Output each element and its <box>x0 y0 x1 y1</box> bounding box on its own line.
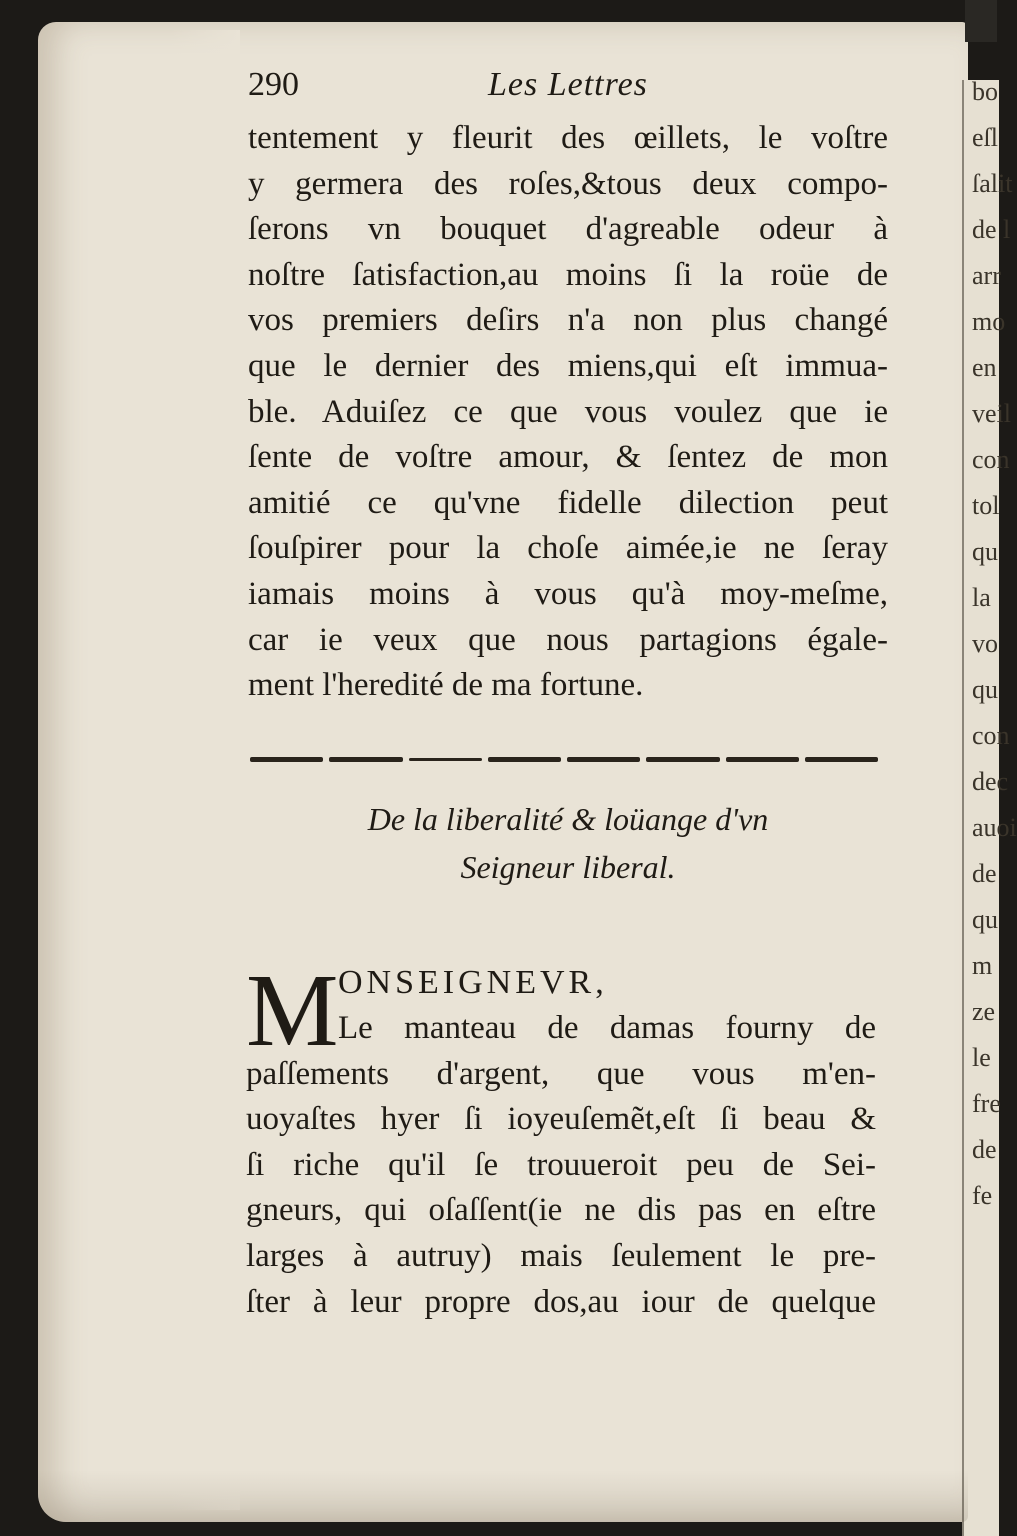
text-line: uoyaſtes hyer ſi ioyeuſemẽt,eſt ſi beau & <box>246 1101 876 1138</box>
facing-page-fragment: bo <box>972 77 998 106</box>
facing-page-fragment: ſalit <box>972 169 1013 198</box>
text-line: ſouſpirer pour la choſe aimée,ie ne ſeray <box>248 530 888 567</box>
text-line: paſſements d'argent, que vous m'en- <box>246 1055 876 1092</box>
facing-page-fragment: tol <box>972 491 1000 520</box>
facing-page-fragment: dec <box>972 767 1009 796</box>
text-line: ſi riche qu'il ſe trouueroit peu de Sei- <box>246 1146 876 1183</box>
page-bottom-shadow <box>38 1470 968 1522</box>
text-line: car ie veux que nous partagions égale- <box>248 621 888 658</box>
facing-page-fragment: qu <box>972 905 998 934</box>
text-line: ſter à leur propre dos,au iour de quelque <box>246 1283 876 1320</box>
paragraph-continued <box>248 116 888 709</box>
facing-page-fragment: qu <box>972 537 998 566</box>
facing-page-fragment: fre <box>972 1089 1001 1118</box>
text-line: ble. Aduiſez ce que vous voulez que ie <box>248 393 888 430</box>
facing-page-fragment: ze <box>972 997 996 1026</box>
section-title-line2: Seigneur liberal. <box>460 849 676 885</box>
text-line: noſtre ſatisfaction,au moins ſi la roüe de <box>248 256 888 293</box>
text-line: y germera des roſes,&tous deux compo- <box>248 165 888 202</box>
section-title <box>248 795 888 891</box>
facing-page-fragment: de l <box>972 215 1011 244</box>
facing-page-fragment: de <box>972 859 997 888</box>
text-line: larges à autruy) mais ſeulement le pre- <box>246 1237 876 1274</box>
running-head <box>248 66 888 116</box>
ornamental-divider <box>250 752 878 766</box>
page-number: 290 <box>248 66 299 103</box>
text-line: Le manteau de damas fourny de <box>338 1010 876 1046</box>
salutation: ONSEIGNEVR, <box>338 964 608 1001</box>
binding-edge <box>965 0 997 42</box>
facing-page-fragment: auoi <box>972 813 1017 842</box>
text-line: ſente de voſtre amour, & ſentez de mon <box>248 439 888 476</box>
facing-page-fragment: fe <box>972 1181 993 1210</box>
text-line: vos premiers deſirs n'a non plus changé <box>248 302 888 339</box>
facing-page-fragment: veil <box>972 399 1011 428</box>
text-line: iamais moins à vous qu'à moy-meſme, <box>248 575 888 612</box>
text-line: gneurs, qui oſaſſent(ie ne dis pas en eſtre <box>246 1192 876 1229</box>
page-gutter-shade <box>170 30 240 1510</box>
facing-page-fragment: vo <box>972 629 998 658</box>
drop-cap: M <box>246 953 337 1068</box>
facing-page-fragment: la <box>972 583 991 612</box>
facing-page-fragment: con <box>972 721 1010 750</box>
facing-page-fragment: le <box>972 1043 991 1072</box>
facing-page-fragment: de <box>972 1135 997 1164</box>
facing-page-fragment: qu <box>972 675 998 704</box>
main-text-block <box>248 66 888 709</box>
text-line: amitié ce qu'vne fidelle dilection peut <box>248 484 888 521</box>
facing-page-fragment: en <box>972 353 997 382</box>
section-title-line1: De la liberalité & loüange d'vn <box>367 801 769 837</box>
facing-page-fragment: m <box>972 951 993 980</box>
facing-page-fragment: eſl <box>972 123 998 152</box>
text-line: que le dernier des miens,qui eſt immua- <box>248 347 888 384</box>
facing-page-fragment: mo <box>972 307 1006 336</box>
text-line-last: ment l'heredité de ma fortune. <box>248 667 644 704</box>
letter-body <box>246 1006 876 1325</box>
facing-page-strip <box>962 77 1017 1536</box>
facing-page-fragment: con <box>972 445 1010 474</box>
running-title: Les Lettres <box>488 66 648 103</box>
facing-page-fragment: arr <box>972 261 1001 290</box>
text-line: ſerons vn bouquet d'agreable odeur à <box>248 211 888 248</box>
text-line: tentement y fleurit des œillets, le voſtre <box>248 120 888 156</box>
